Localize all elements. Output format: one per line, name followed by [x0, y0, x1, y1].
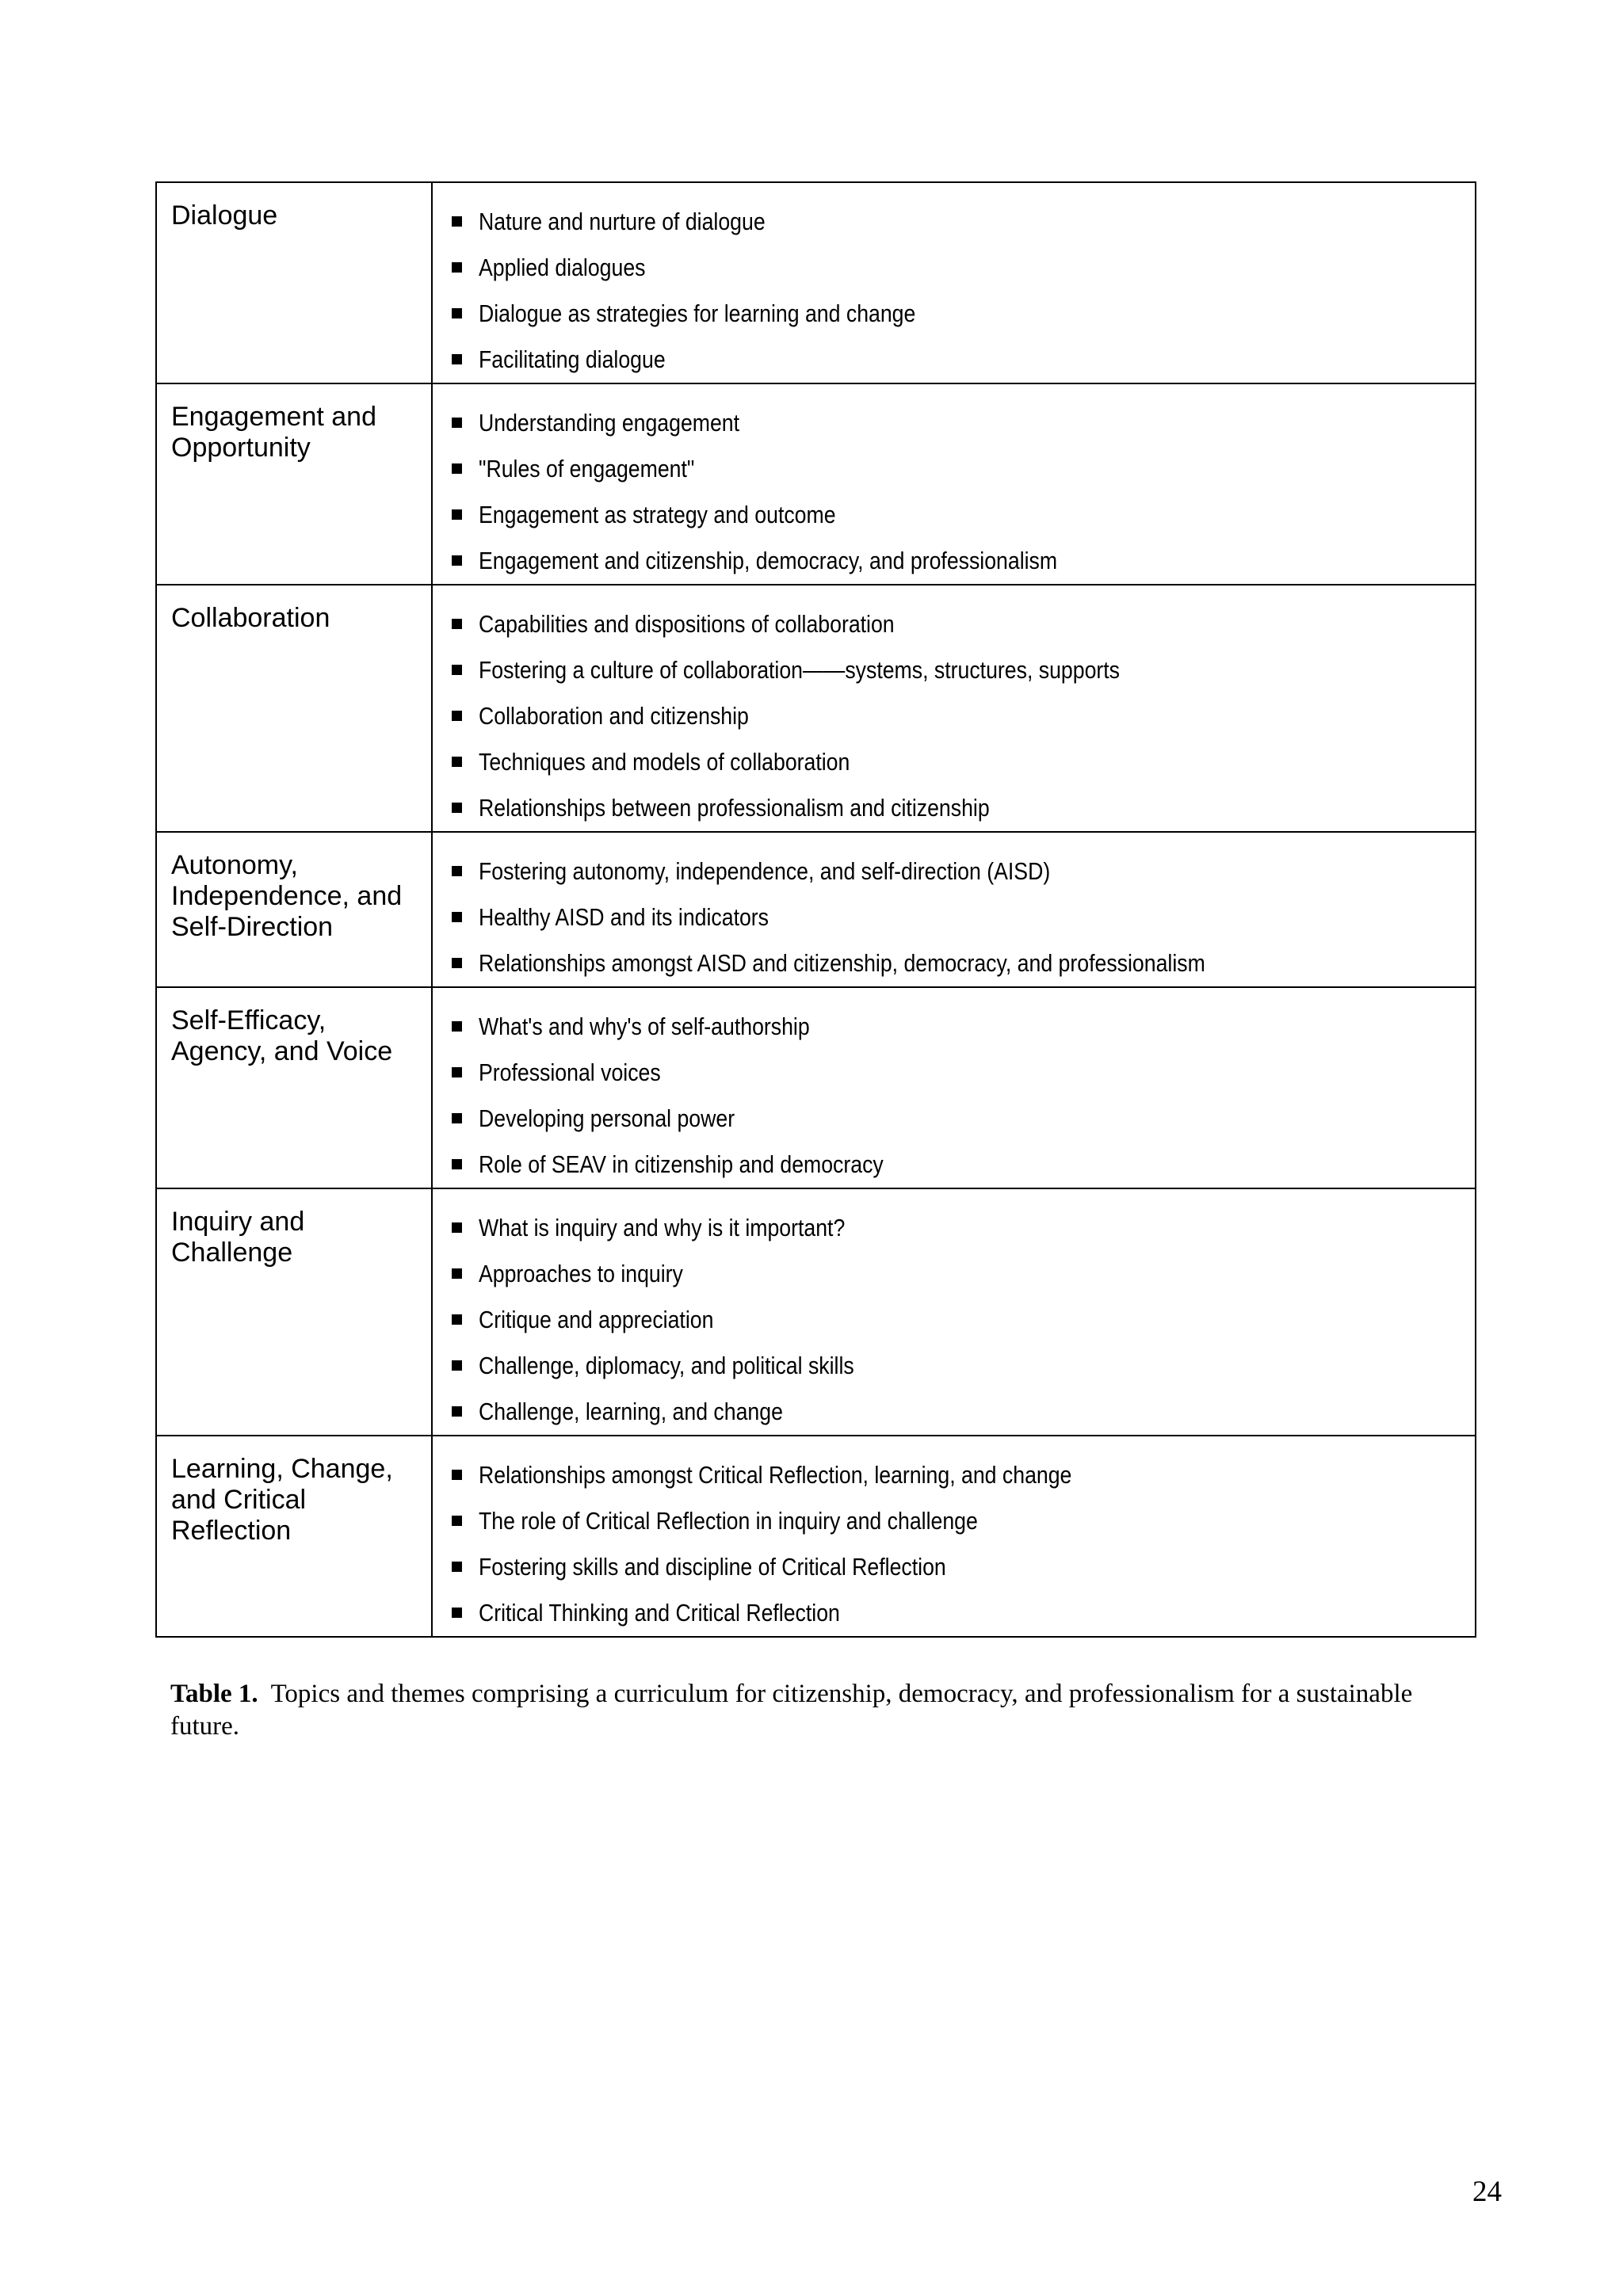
square-bullet-icon — [452, 418, 462, 428]
curriculum-table-body — [156, 182, 1476, 1637]
square-bullet-icon — [452, 1470, 462, 1480]
square-bullet-icon — [452, 1113, 462, 1123]
square-bullet-icon — [452, 354, 462, 364]
theme-item: Relationships amongst AISD and citizenship, democracy, and professionalism — [447, 940, 1467, 986]
square-bullet-icon — [452, 958, 462, 968]
theme-list — [447, 1004, 1467, 1188]
theme-list — [447, 849, 1467, 986]
table-row — [156, 585, 1476, 832]
theme-item: The role of Critical Reflection in inquiry and challenge — [447, 1498, 1467, 1544]
theme-list — [447, 400, 1467, 584]
square-bullet-icon — [452, 1222, 462, 1233]
topic-label: Collaboration — [171, 603, 330, 633]
theme-item: Healthy AISD and its indicators — [447, 894, 1467, 940]
topic-cell — [156, 832, 432, 987]
theme-item: Professional voices — [447, 1050, 1467, 1096]
square-bullet-icon — [452, 509, 462, 520]
square-bullet-icon — [452, 1314, 462, 1325]
topic-cell — [156, 1436, 432, 1637]
square-bullet-icon — [452, 216, 462, 227]
square-bullet-icon — [452, 1562, 462, 1572]
topic-label: Learning, Change, and Critical Reflection — [171, 1454, 393, 1546]
table-row — [156, 1436, 1476, 1637]
themes-cell — [432, 832, 1476, 987]
theme-item: Collaboration and citizenship — [447, 693, 1467, 739]
square-bullet-icon — [452, 866, 462, 876]
square-bullet-icon — [452, 463, 462, 474]
square-bullet-icon — [452, 262, 462, 273]
theme-item: Fostering a culture of collaboration——systems, structures, supports — [447, 647, 1467, 693]
topic-cell — [156, 987, 432, 1188]
theme-list — [447, 1205, 1467, 1435]
theme-item: Nature and nurture of dialogue — [447, 199, 1467, 245]
topic-label: Inquiry and Challenge — [171, 1207, 305, 1268]
themes-cell — [432, 383, 1476, 585]
square-bullet-icon — [452, 1268, 462, 1279]
theme-item: Dialogue as strategies for learning and change — [447, 291, 1467, 337]
theme-item: Fostering skills and discipline of Critical Reflection — [447, 1544, 1467, 1590]
square-bullet-icon — [452, 555, 462, 566]
theme-item: Developing personal power — [447, 1096, 1467, 1142]
theme-item: Techniques and models of collaboration — [447, 739, 1467, 785]
table-row — [156, 832, 1476, 987]
topic-cell — [156, 585, 432, 832]
topic-cell — [156, 182, 432, 383]
square-bullet-icon — [452, 1021, 462, 1032]
theme-item: Fostering autonomy, independence, and self-direction (AISD) — [447, 849, 1467, 894]
table-row — [156, 383, 1476, 585]
table-row — [156, 987, 1476, 1188]
square-bullet-icon — [452, 1406, 462, 1417]
square-bullet-icon — [452, 1608, 462, 1618]
topic-cell — [156, 383, 432, 585]
square-bullet-icon — [452, 1067, 462, 1077]
theme-item: Applied dialogues — [447, 245, 1467, 291]
topic-label: Self-Efficacy, Agency, and Voice — [171, 1005, 393, 1066]
topic-cell — [156, 1188, 432, 1436]
themes-cell — [432, 585, 1476, 832]
theme-item: Capabilities and dispositions of collaboration — [447, 601, 1467, 647]
theme-item: Facilitating dialogue — [447, 337, 1467, 383]
page-number: 24 — [1472, 2176, 1502, 2208]
topic-label: Autonomy, Independence, and Self-Direction — [171, 850, 403, 942]
themes-cell — [432, 182, 1476, 383]
theme-list — [447, 601, 1467, 831]
theme-item: Relationships amongst Critical Reflection, learning, and change — [447, 1452, 1467, 1498]
themes-cell — [432, 1188, 1476, 1436]
square-bullet-icon — [452, 803, 462, 813]
curriculum-table — [155, 181, 1476, 1638]
theme-item: Challenge, diplomacy, and political skills — [447, 1343, 1467, 1389]
square-bullet-icon — [452, 308, 462, 318]
theme-item: Understanding engagement — [447, 400, 1467, 446]
caption-label: Table 1. — [170, 1680, 258, 1708]
square-bullet-icon — [452, 1159, 462, 1169]
themes-cell — [432, 1436, 1476, 1637]
theme-list — [447, 199, 1467, 383]
theme-item: Role of SEAV in citizenship and democracy — [447, 1142, 1467, 1188]
topic-label: Engagement and Opportunity — [171, 402, 376, 463]
theme-item: What's and why's of self-authorship — [447, 1004, 1467, 1050]
square-bullet-icon — [452, 711, 462, 721]
theme-item: What is inquiry and why is it important? — [447, 1205, 1467, 1251]
themes-cell — [432, 987, 1476, 1188]
theme-item: Critique and appreciation — [447, 1297, 1467, 1343]
theme-item: Challenge, learning, and change — [447, 1389, 1467, 1435]
table-row — [156, 182, 1476, 383]
theme-item: Relationships between professionalism and citizenship — [447, 785, 1467, 831]
theme-item: "Rules of engagement" — [447, 446, 1467, 492]
square-bullet-icon — [452, 619, 462, 629]
square-bullet-icon — [452, 665, 462, 675]
table-caption — [170, 1678, 1470, 1743]
theme-item: Engagement as strategy and outcome — [447, 492, 1467, 538]
square-bullet-icon — [452, 912, 462, 922]
theme-item: Critical Thinking and Critical Reflection — [447, 1590, 1467, 1636]
square-bullet-icon — [452, 1360, 462, 1371]
caption-text: Topics and themes comprising a curriculum for citizenship, democracy, and professionalism for a sustainable future. — [170, 1680, 1413, 1741]
theme-list — [447, 1452, 1467, 1636]
theme-item: Engagement and citizenship, democracy, and professionalism — [447, 538, 1467, 584]
table-row — [156, 1188, 1476, 1436]
square-bullet-icon — [452, 757, 462, 767]
theme-item: Approaches to inquiry — [447, 1251, 1467, 1297]
square-bullet-icon — [452, 1516, 462, 1526]
topic-label: Dialogue — [171, 200, 278, 231]
